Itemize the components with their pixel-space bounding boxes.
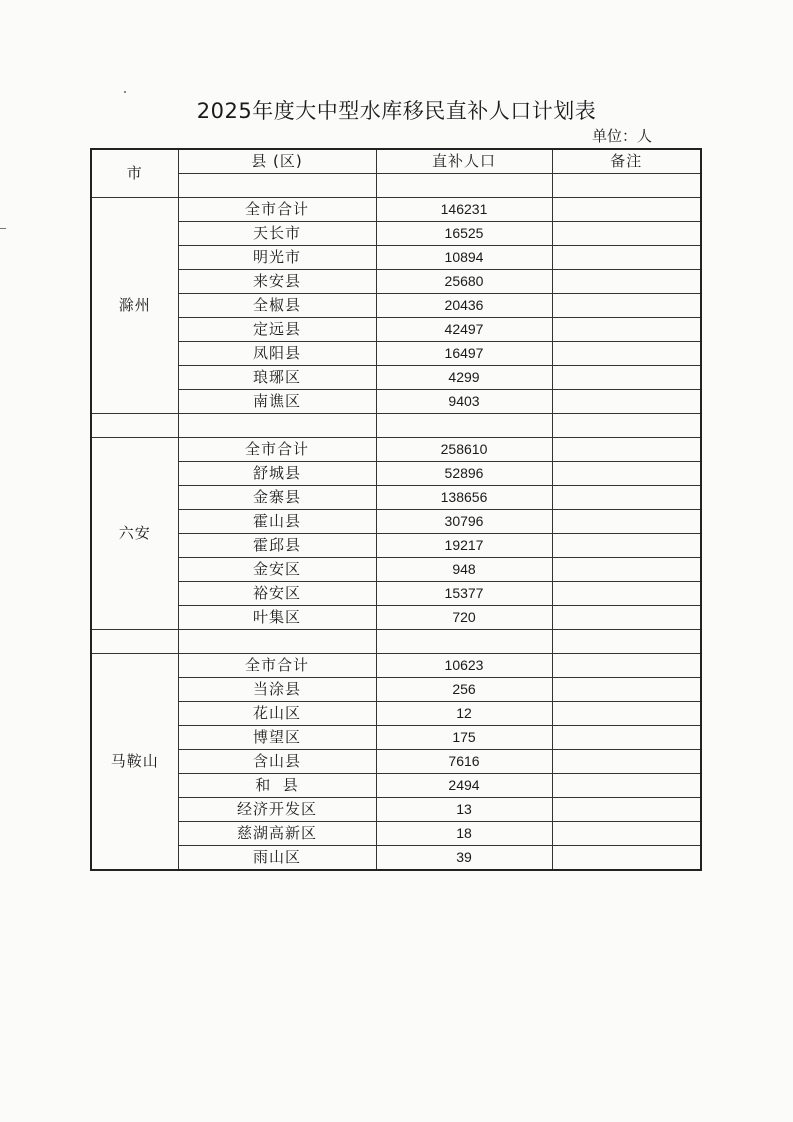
- header-city: 市: [91, 149, 178, 198]
- county-cell: 舒城县: [178, 462, 376, 486]
- population-cell: 42497: [376, 318, 552, 342]
- spacer-row: [91, 630, 701, 654]
- remarks-cell: [552, 366, 701, 390]
- empty-cell: [178, 630, 376, 654]
- remarks-cell: [552, 654, 701, 678]
- table-row: [91, 822, 701, 846]
- remarks-cell: [552, 702, 701, 726]
- population-cell: 19217: [376, 534, 552, 558]
- city-cell: 六安: [91, 438, 178, 630]
- scan-edge-mark: [0, 228, 6, 229]
- empty-cell: [178, 414, 376, 438]
- county-cell: 全市合计: [178, 198, 376, 222]
- empty-cell: [91, 414, 178, 438]
- remarks-cell: [552, 438, 701, 462]
- county-cell: 雨山区: [178, 846, 376, 871]
- page-title: 2025年度大中型水库移民直补人口计划表: [196, 99, 597, 123]
- population-cell: 256: [376, 678, 552, 702]
- population-cell: 9403: [376, 390, 552, 414]
- empty-cell: [376, 414, 552, 438]
- remarks-cell: [552, 726, 701, 750]
- county-cell: 金寨县: [178, 486, 376, 510]
- population-cell: 12: [376, 702, 552, 726]
- remarks-cell: [552, 678, 701, 702]
- county-cell: 全市合计: [178, 438, 376, 462]
- county-cell: 慈湖高新区: [178, 822, 376, 846]
- header-sub-row: [91, 174, 701, 198]
- table-row: [91, 750, 701, 774]
- county-cell: 叶集区: [178, 606, 376, 630]
- population-cell: 175: [376, 726, 552, 750]
- remarks-cell: [552, 462, 701, 486]
- unit-label: 单位：人: [592, 127, 653, 145]
- population-cell: 4299: [376, 366, 552, 390]
- city-cell: 马鞍山: [91, 654, 178, 871]
- table-row: [91, 222, 701, 246]
- remarks-cell: [552, 198, 701, 222]
- table-row: [91, 798, 701, 822]
- population-cell: 39: [376, 846, 552, 871]
- empty-cell: [178, 174, 376, 198]
- county-cell: 当涂县: [178, 678, 376, 702]
- table-row: [91, 318, 701, 342]
- population-cell: 2494: [376, 774, 552, 798]
- remarks-cell: [552, 846, 701, 871]
- remarks-cell: [552, 798, 701, 822]
- population-cell: 16497: [376, 342, 552, 366]
- remarks-cell: [552, 774, 701, 798]
- county-cell: 金安区: [178, 558, 376, 582]
- remarks-cell: [552, 750, 701, 774]
- county-cell: 裕安区: [178, 582, 376, 606]
- table-row: [91, 726, 701, 750]
- remarks-cell: [552, 246, 701, 270]
- table-row: [91, 510, 701, 534]
- table-row: [91, 438, 701, 462]
- population-cell: 138656: [376, 486, 552, 510]
- table-row: [91, 390, 701, 414]
- table-row: [91, 486, 701, 510]
- population-cell: 25680: [376, 270, 552, 294]
- remarks-cell: [552, 390, 701, 414]
- county-cell: 琅琊区: [178, 366, 376, 390]
- county-cell: 定远县: [178, 318, 376, 342]
- table-row: [91, 534, 701, 558]
- table-row: [91, 774, 701, 798]
- population-table: [90, 148, 702, 871]
- remarks-cell: [552, 270, 701, 294]
- header-remarks: 备注: [552, 149, 701, 174]
- population-cell: 10894: [376, 246, 552, 270]
- population-cell: 20436: [376, 294, 552, 318]
- table-row: [91, 366, 701, 390]
- remarks-cell: [552, 822, 701, 846]
- table-row: [91, 558, 701, 582]
- empty-cell: [552, 414, 701, 438]
- county-cell: 天长市: [178, 222, 376, 246]
- county-cell: 含山县: [178, 750, 376, 774]
- table-row: [91, 246, 701, 270]
- table-row: [91, 846, 701, 871]
- table-row: [91, 294, 701, 318]
- county-cell: 全椒县: [178, 294, 376, 318]
- remarks-cell: [552, 534, 701, 558]
- empty-cell: [552, 630, 701, 654]
- remarks-cell: [552, 294, 701, 318]
- population-cell: 15377: [376, 582, 552, 606]
- population-cell: 16525: [376, 222, 552, 246]
- population-cell: 13: [376, 798, 552, 822]
- spacer-row: [91, 414, 701, 438]
- remarks-cell: [552, 558, 701, 582]
- county-cell: 花山区: [178, 702, 376, 726]
- remarks-cell: [552, 318, 701, 342]
- table-row: [91, 654, 701, 678]
- county-cell: 来安县: [178, 270, 376, 294]
- county-cell: 和 县: [178, 774, 376, 798]
- empty-cell: [552, 174, 701, 198]
- county-cell: 霍山县: [178, 510, 376, 534]
- county-cell: 经济开发区: [178, 798, 376, 822]
- remarks-cell: [552, 582, 701, 606]
- scan-speck: [124, 91, 126, 93]
- county-cell: 明光市: [178, 246, 376, 270]
- empty-cell: [376, 630, 552, 654]
- header-county: 县 (区): [178, 149, 376, 174]
- remarks-cell: [552, 510, 701, 534]
- header-population: 直补人口: [376, 149, 552, 174]
- county-cell: 南谯区: [178, 390, 376, 414]
- population-cell: 948: [376, 558, 552, 582]
- population-cell: 258610: [376, 438, 552, 462]
- county-cell: 凤阳县: [178, 342, 376, 366]
- table-row: [91, 462, 701, 486]
- remarks-cell: [552, 486, 701, 510]
- table-row: [91, 606, 701, 630]
- city-cell: 滁州: [91, 198, 178, 414]
- remarks-cell: [552, 342, 701, 366]
- table-row: [91, 198, 701, 222]
- table-row: [91, 342, 701, 366]
- population-cell: 146231: [376, 198, 552, 222]
- population-cell: 720: [376, 606, 552, 630]
- remarks-cell: [552, 222, 701, 246]
- empty-cell: [91, 630, 178, 654]
- population-cell: 52896: [376, 462, 552, 486]
- population-cell: 18: [376, 822, 552, 846]
- county-cell: 霍邱县: [178, 534, 376, 558]
- population-cell: 10623: [376, 654, 552, 678]
- empty-cell: [376, 174, 552, 198]
- remarks-cell: [552, 606, 701, 630]
- population-cell: 30796: [376, 510, 552, 534]
- table-row: [91, 702, 701, 726]
- population-cell: 7616: [376, 750, 552, 774]
- table-row: [91, 678, 701, 702]
- county-cell: 全市合计: [178, 654, 376, 678]
- county-cell: 博望区: [178, 726, 376, 750]
- table-row: [91, 270, 701, 294]
- header-row: [91, 149, 701, 174]
- table-row: [91, 582, 701, 606]
